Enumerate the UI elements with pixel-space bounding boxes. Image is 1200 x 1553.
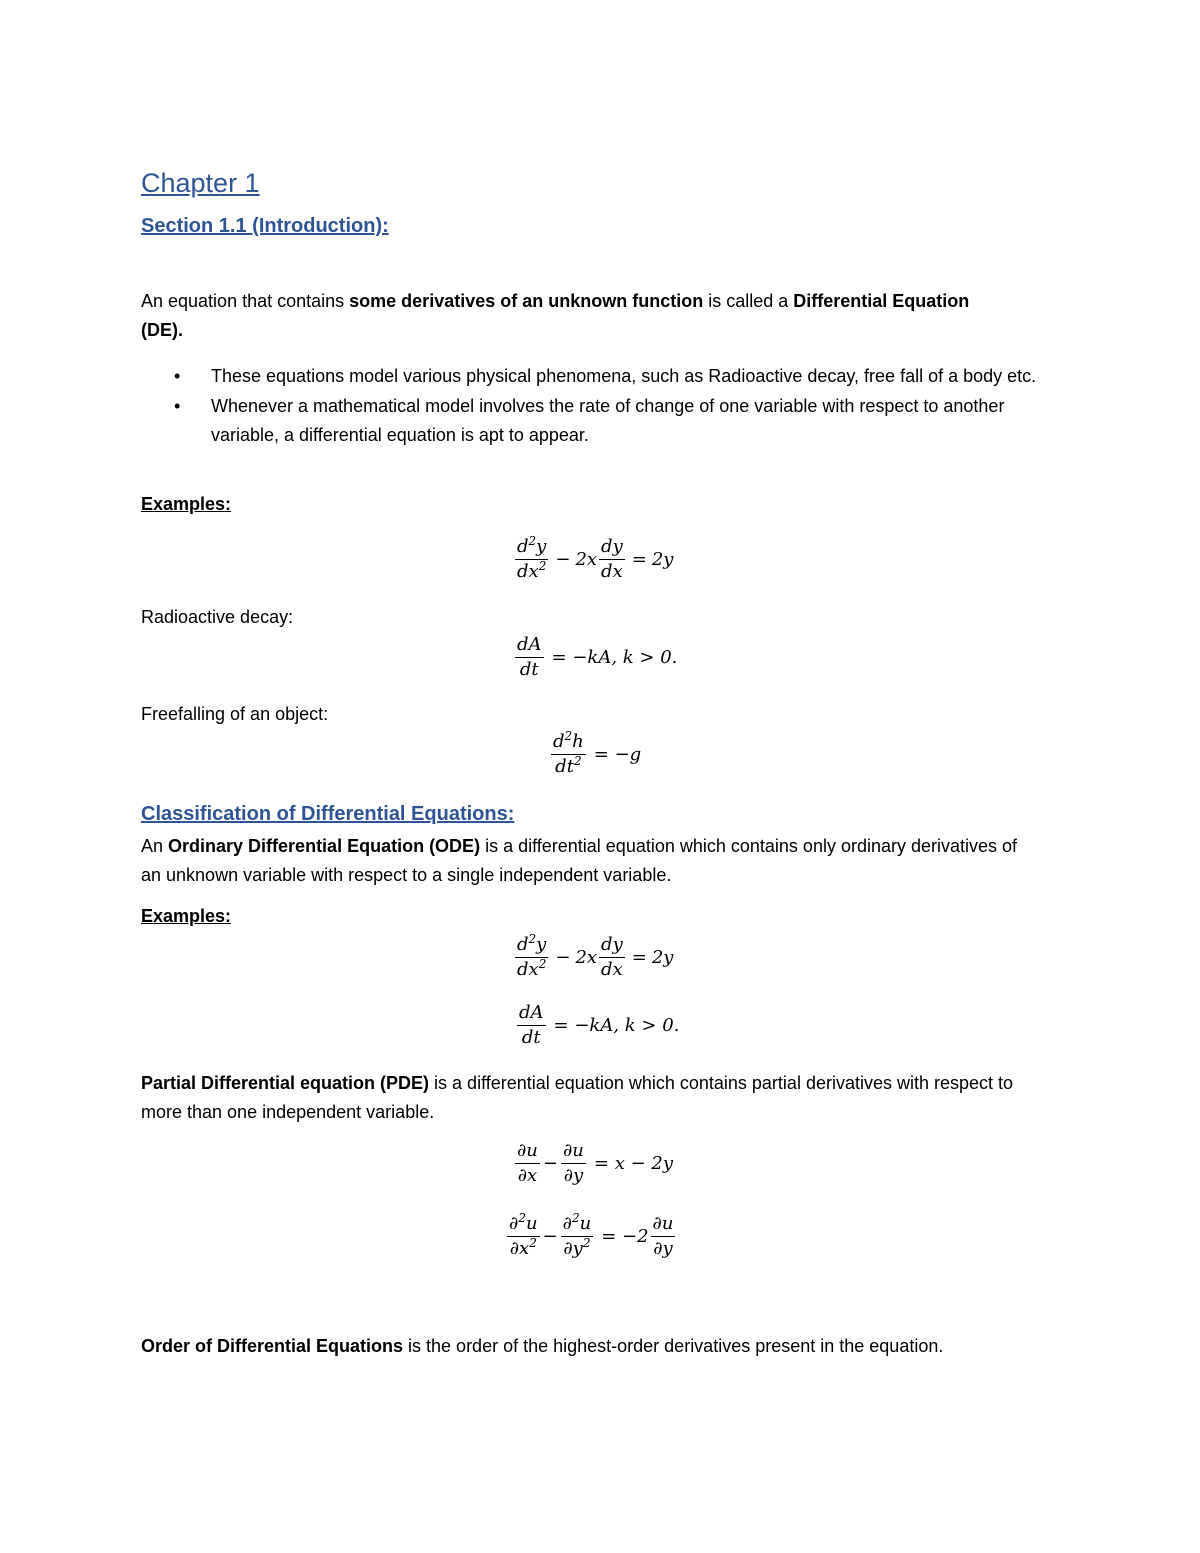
examples-label-2: Examples: [141,906,232,926]
equation-2: $\frac{dA}{dt}$ = −kA, k > 0. [517,634,678,680]
ode-text-1: An [141,836,169,856]
bullet-icon: • [174,366,181,386]
pde-bold: Partial Differential equation (PDE) [141,1073,430,1093]
bullet-list [141,362,1041,451]
intro-paragraph [141,287,1041,344]
order-paragraph [141,1332,1091,1361]
ode-paragraph [141,832,1041,889]
equation-3: $\frac{d^2h}{dt^2}$ = −g [553,729,642,777]
radioactive-label: Radioactive decay: [141,607,294,627]
equation-7: $\frac{\partial^2u}{\partial x^2}$ − $\frac{\partial^2u}{\partial y^2}$ = −2 $\frac{\partial u}{\partial y}$ [509,1211,674,1259]
intro-bold-3: (DE). [141,319,183,340]
examples-label: Examples: [141,494,232,514]
pde-paragraph [141,1069,1041,1126]
bullet-icon: • [174,396,181,416]
bullet-item [141,362,1041,391]
intro-text-1: An equation that contains [141,291,350,311]
intro-bold-1: some derivatives of an unknown function [349,291,704,311]
order-text: is the order of the highest-order derivatives present in the equation. [403,1336,944,1356]
chapter-title: Chapter 1 [141,168,260,198]
freefall-label: Freefalling of an object: [141,704,329,724]
bullet-item [141,392,1041,449]
ode-text-2: is a differential equation which contains only ordinary derivatives of an unknown variable with respect to a single independent variable. [141,836,1018,885]
ode-bold: Ordinary Differential Equation (ODE) [168,836,481,856]
equation-1: $\frac{d^2y}{dx^2}$ − 2x $\frac{dy}{dx}$ = 2y [517,534,674,582]
intro-bold-2: Differential Equation [793,291,970,311]
classification-title: Classification of Differential Equations: [141,803,515,825]
equation-5: $\frac{dA}{dt}$ = −kA, k > 0. [519,1002,680,1048]
intro-text-2: is called a [703,291,794,311]
pde-text: is a differential equation which contains partial derivatives with respect to more than one independent variable. [141,1073,1014,1122]
section-title: Section 1.1 (Introduction): [141,215,389,237]
bullet-text: These equations model various physical phenomena, such as Radioactive decay, free fall of a body etc. [211,366,1037,386]
equation-4: $\frac{d^2y}{dx^2}$ − 2x $\frac{dy}{dx}$ = 2y [517,932,674,980]
equation-6: $\frac{\partial u}{\partial x}$ − $\frac{\partial u}{\partial y}$ = x − 2y [517,1140,674,1186]
bullet-text: Whenever a mathematical model involves the rate of change of one variable with respect to another variable, a differential equation is apt to appear. [211,396,1005,445]
order-bold: Order of Differential Equations [141,1336,404,1356]
